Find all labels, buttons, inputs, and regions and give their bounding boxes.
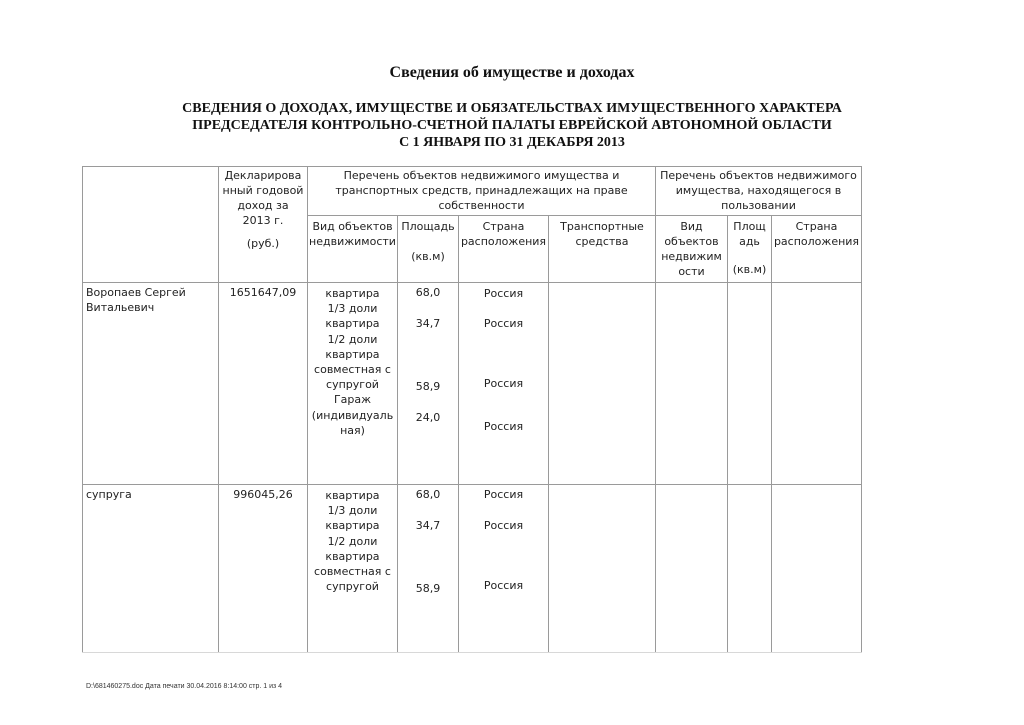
- row-2-country-1: Россия: [483, 488, 524, 501]
- header-owned-area: [398, 219, 458, 264]
- row-2-country-3: Россия: [483, 579, 524, 592]
- header-used-group-line: Перечень объектов недвижимого: [660, 169, 857, 182]
- row-1-country-1: Россия: [483, 287, 524, 300]
- row-1-property-line: совместная с: [314, 363, 391, 377]
- subtitle-line-3: С 1 ЯНВАРЯ ПО 31 ДЕКАБРЯ 2013: [399, 135, 625, 150]
- row-1-property-line: Гараж: [333, 393, 372, 407]
- row-2-area-2: 34,7: [415, 519, 441, 532]
- row-divider: [82, 484, 862, 485]
- header-used-group: [656, 168, 861, 213]
- header-used-country-line: Страна: [795, 220, 838, 233]
- header-owned-group: [308, 168, 655, 213]
- header-owned-country-line: расположения: [460, 235, 547, 248]
- header-used-area: [728, 219, 771, 277]
- col-border-8: [771, 215, 772, 652]
- header-used-area-line: адь: [739, 235, 760, 248]
- row-1-name: [86, 285, 216, 315]
- header-group-divider: [307, 215, 862, 216]
- row-1-country-3: Россия: [483, 377, 524, 390]
- header-owned-country-line: Страна: [482, 220, 525, 233]
- header-vehicles: [549, 219, 655, 249]
- header-vehicles-line: средства: [575, 235, 629, 248]
- row-1-property-line: 1/2 доли: [327, 332, 378, 346]
- header-income-line: доход за: [237, 199, 289, 212]
- row-1-area-1: 68,0: [415, 286, 441, 299]
- header-used-type-line: Вид: [680, 220, 703, 233]
- header-used-type: [656, 219, 727, 279]
- row-1-property-line: квартира: [325, 317, 380, 331]
- row-2-country-2: Россия: [483, 519, 524, 532]
- header-used-country-line: расположения: [773, 235, 860, 248]
- header-income: [219, 168, 307, 251]
- header-owned-type-line: недвижимости: [309, 235, 396, 248]
- header-used-group-line: имущества, находящегося в: [675, 184, 842, 197]
- header-used-area-line: Площ: [733, 220, 766, 233]
- row-2-property-line: 1/2 доли: [327, 534, 378, 548]
- row-1-property-line: ная): [340, 423, 365, 437]
- row-1-area-3: 58,9: [415, 380, 441, 393]
- col-border-5: [548, 215, 549, 652]
- print-footer: D:\681460275.doc Дата печати 30.04.2016 8:14:00 стр. 1 из 4: [86, 683, 283, 690]
- row-2-property-line: квартира: [325, 519, 380, 533]
- page-title: Сведения об имуществе и доходах: [389, 64, 635, 81]
- row-1-name-line: Витальевич: [86, 301, 155, 314]
- header-used-type-line: ости: [678, 265, 705, 278]
- row-2-area-3: 58,9: [415, 582, 441, 595]
- table-top-border: [82, 166, 862, 167]
- header-owned-type-line: Вид объектов: [312, 220, 393, 233]
- row-2-property-types: [308, 488, 397, 594]
- header-owned-group-line: собственности: [438, 199, 525, 212]
- row-1-income: 1651647,09: [229, 286, 297, 299]
- row-2-name: [86, 487, 216, 502]
- header-income-unit: (руб.): [246, 237, 280, 250]
- col-border-0: [82, 166, 83, 652]
- col-border-7: [727, 215, 728, 652]
- header-owned-area-label: Площадь: [401, 220, 455, 233]
- row-1-property-line: квартира: [325, 287, 380, 300]
- header-income-line: 2013 г.: [242, 214, 284, 227]
- header-income-line: нный годовой: [222, 184, 304, 197]
- row-2-property-line: супругой: [326, 580, 379, 594]
- header-used-area-unit: (кв.м): [732, 263, 767, 276]
- row-1-name-line: Воропаев Сергей: [86, 286, 186, 299]
- row-1-area-2: 34,7: [415, 317, 441, 330]
- row-1-property-line: 1/3 доли: [327, 302, 378, 316]
- row-1-area-4: 24,0: [415, 411, 441, 424]
- header-used-country: [772, 219, 861, 249]
- table-bottom-border: [82, 652, 862, 653]
- subtitle-line-1: СВЕДЕНИЯ О ДОХОДАХ, ИМУЩЕСТВЕ И ОБЯЗАТЕЛЬСТВАХ ИМУЩЕСТВЕННОГО ХАРАКТЕРА: [182, 101, 842, 116]
- row-1-property-line: квартира: [325, 347, 380, 361]
- row-1-country-4: Россия: [483, 420, 524, 433]
- subtitle-line-2: ПРЕДСЕДАТЕЛЯ КОНТРОЛЬНО-СЧЕТНОЙ ПАЛАТЫ ЕВРЕЙСКОЙ АВТОНОМНОЙ ОБЛАСТИ: [192, 118, 832, 133]
- row-1-property-line: (индивидуаль: [311, 408, 394, 422]
- header-used-type-line: недвижим: [661, 250, 722, 263]
- header-vehicles-line: Транспортные: [560, 220, 644, 233]
- row-1-property-types: [308, 286, 397, 438]
- row-1-property-line: супругой: [326, 378, 379, 392]
- row-2-name-line: супруга: [86, 488, 132, 501]
- header-used-group-line: пользовании: [721, 199, 796, 212]
- row-1-country-2: Россия: [483, 317, 524, 330]
- header-income-line: Декларирова: [224, 169, 302, 182]
- row-2-area-1: 68,0: [415, 488, 441, 501]
- row-2-property-line: совместная с: [314, 565, 391, 579]
- row-2-property-line: 1/3 доли: [327, 504, 378, 518]
- row-2-income: 996045,26: [233, 488, 293, 501]
- header-used-type-line: объектов: [664, 235, 719, 248]
- col-border-9: [861, 166, 862, 652]
- header-owned-group-line: Перечень объектов недвижимого имущества и: [343, 169, 620, 182]
- row-2-property-line: квартира: [325, 489, 380, 502]
- header-bottom-border: [82, 282, 862, 283]
- header-owned-country: [459, 219, 548, 249]
- header-owned-area-unit: (кв.м): [411, 250, 445, 263]
- header-owned-group-line: транспортных средств, принадлежащих на праве: [335, 184, 628, 197]
- header-owned-type: [308, 219, 397, 249]
- row-2-property-line: квартира: [325, 549, 380, 563]
